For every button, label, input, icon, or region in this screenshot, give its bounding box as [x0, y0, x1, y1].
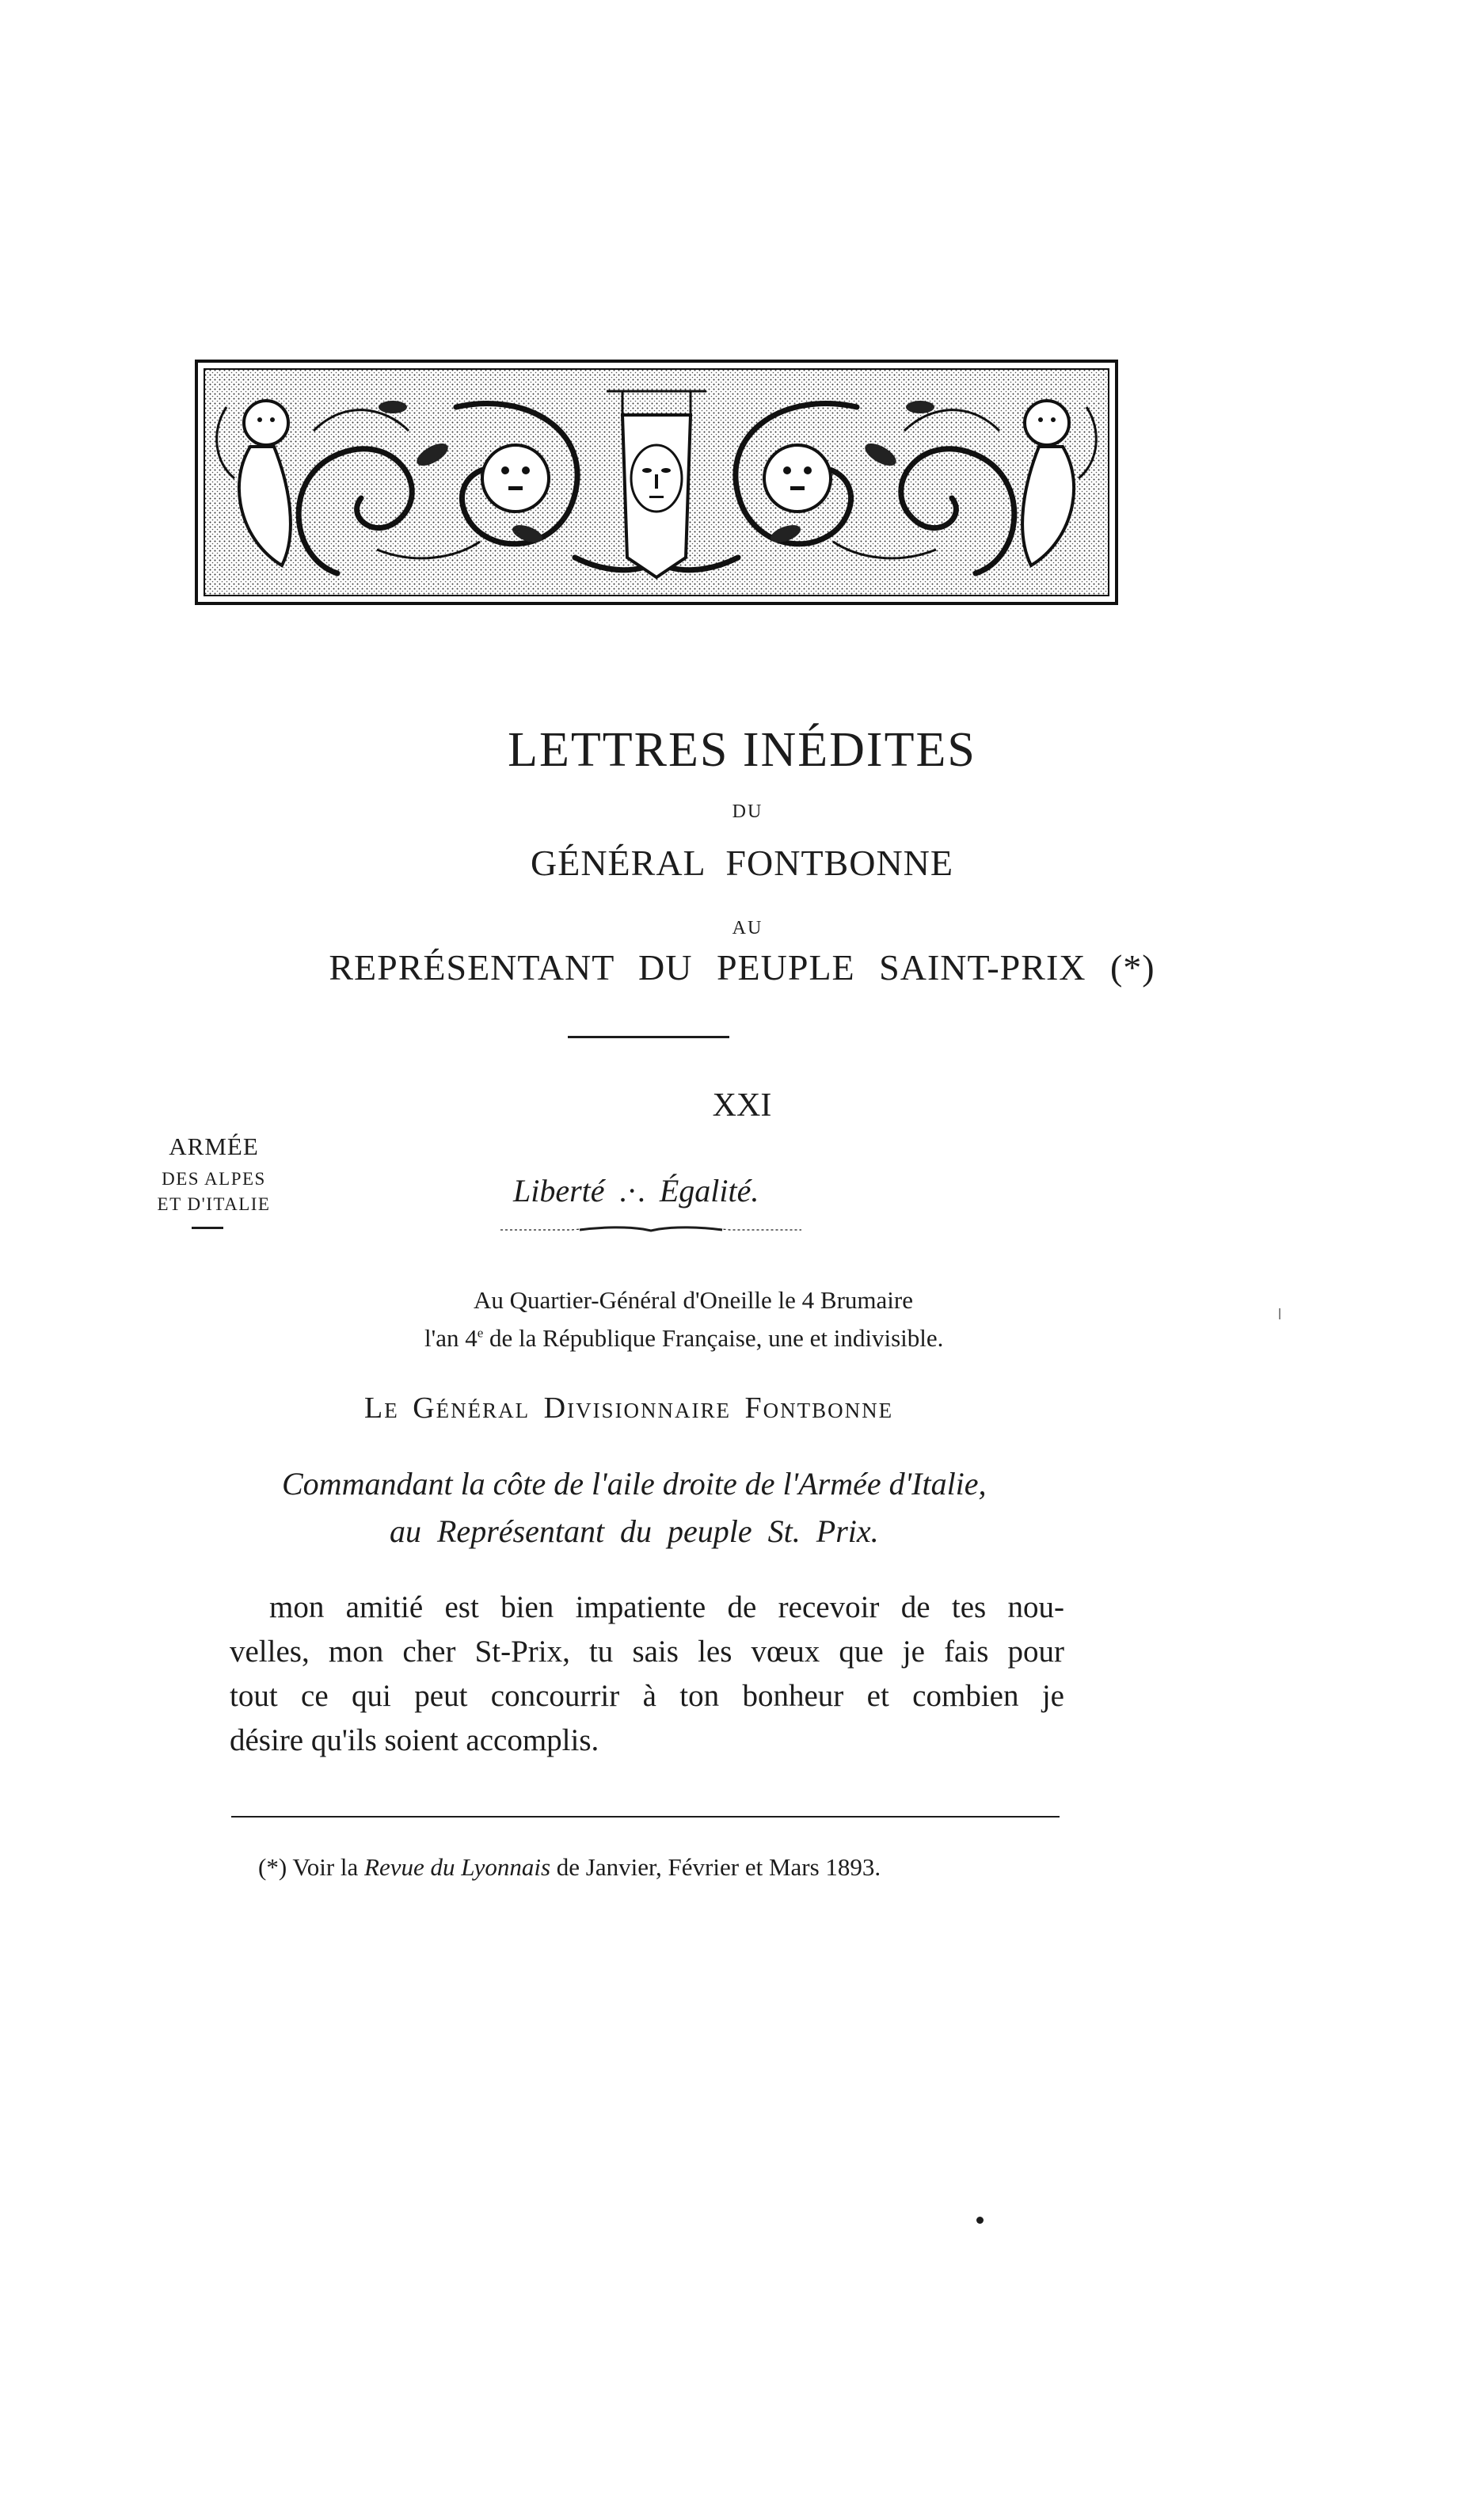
margin-note-line1: ARMÉE: [169, 1132, 259, 1160]
address-line1: Commandant la côte de l'aile droite de l'Armée d'Italie,: [282, 1466, 987, 1502]
letter-number: XXI: [712, 1087, 772, 1124]
margin-note-dash: [192, 1227, 223, 1229]
margin-note-line3: ET D'ITALIE: [157, 1194, 271, 1215]
footnote-journal: Revue du Lyonnais: [364, 1853, 551, 1881]
title-main: LETTRES INÉDITES: [508, 723, 976, 777]
title-representative: REPRÉSENTANT DU PEUPLE SAINT-PRIX (*): [329, 947, 1155, 988]
stray-ink-dot: [976, 2217, 984, 2224]
body-line1: mon amitié est bien impatiente de recevoir de tes nou-: [269, 1590, 1064, 1624]
stray-ink-mark: [1279, 1308, 1280, 1319]
motto-egalite: Égalité.: [659, 1173, 759, 1209]
body-line3: tout ce qui peut concourrir à ton bonheur et combien je: [230, 1679, 1064, 1713]
dateline-line2-pre: l'an 4: [424, 1324, 478, 1352]
title-au: AU: [732, 918, 763, 938]
motto-separator: .·.: [618, 1173, 645, 1209]
letter-body: [230, 1585, 1064, 1763]
motto-flourish: [500, 1226, 801, 1234]
ornamental-headpiece-icon: [195, 360, 1118, 605]
margin-note-line2: DES ALPES: [162, 1168, 266, 1189]
dateline-line2-post: de la République Française, une et indivisible.: [483, 1324, 944, 1352]
footnote: [258, 1853, 881, 1882]
footnote-pre: Voir la: [287, 1853, 365, 1881]
sender-heading: Le Général Divisionnaire Fontbonne: [364, 1391, 894, 1425]
address-line2: au Représentant du peuple St. Prix.: [390, 1513, 879, 1549]
dateline-superscript: e: [477, 1325, 484, 1341]
motto-liberte: Liberté: [513, 1173, 605, 1209]
motto: [513, 1172, 759, 1209]
dateline-line2: [424, 1324, 943, 1353]
title-du: DU: [732, 801, 763, 822]
dateline-line1: Au Quartier-Général d'Oneille le 4 Brumaire: [474, 1286, 913, 1314]
body-line4: désire qu'ils soient accomplis.: [230, 1723, 599, 1757]
footnote-post: de Janvier, Février et Mars 1893.: [550, 1853, 881, 1881]
title-divider: [568, 1036, 729, 1038]
body-line2: velles, mon cher St-Prix, tu sais les vœux que je fais pour: [230, 1635, 1064, 1669]
title-general: GÉNÉRAL FONTBONNE: [531, 843, 953, 883]
margin-note: [135, 1132, 293, 1229]
footnote-divider: [231, 1816, 1060, 1818]
footnote-marker: (*): [258, 1853, 287, 1881]
